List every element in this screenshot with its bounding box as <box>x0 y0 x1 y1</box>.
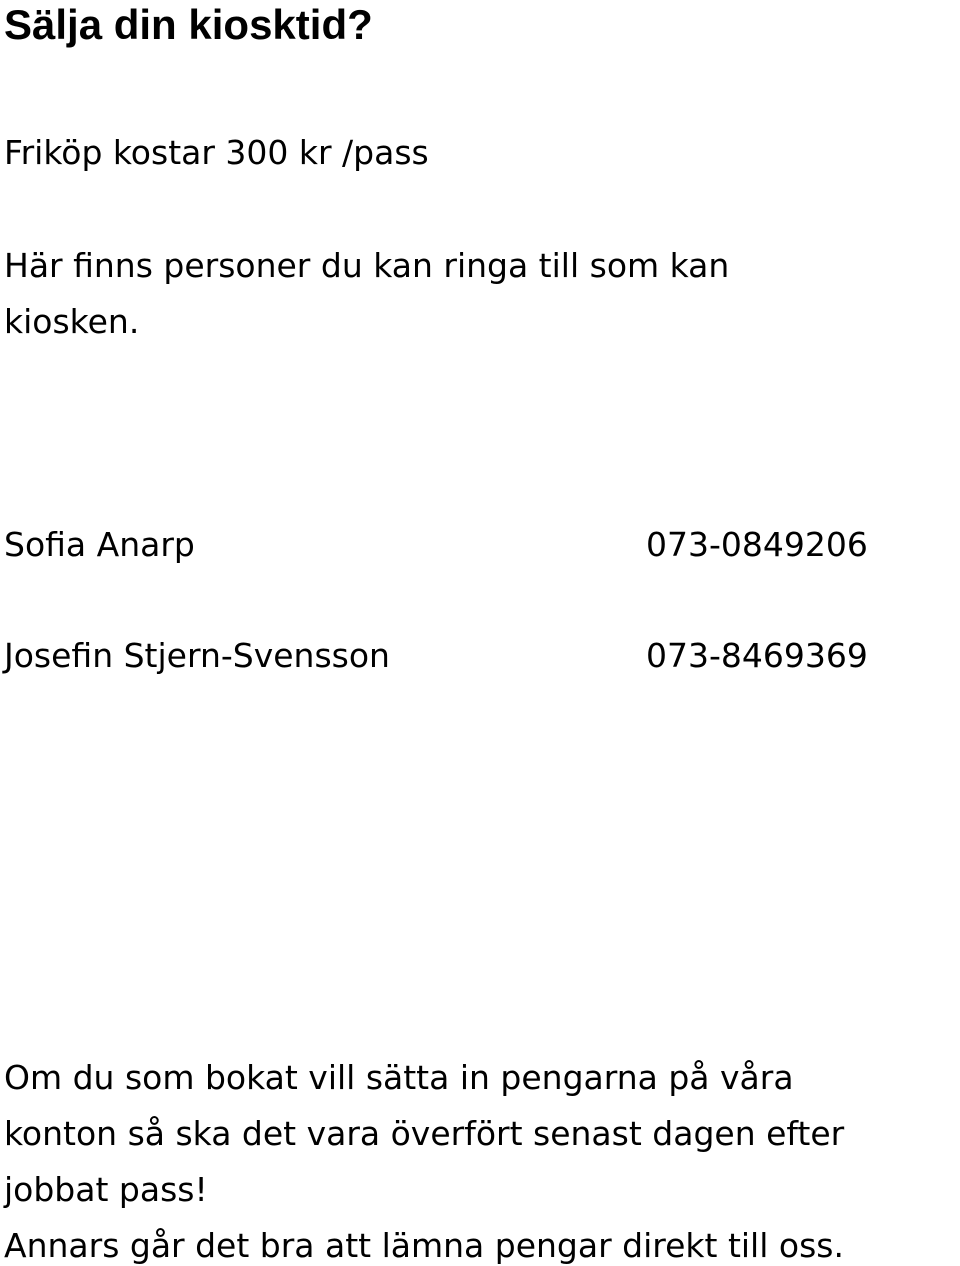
intro-line-2: kiosken. <box>4 302 140 341</box>
price-line: Friköp kostar 300 kr /pass <box>4 133 429 172</box>
contact-name: Sofia Anarp <box>4 525 195 564</box>
contact-phone: 073-8469369 <box>646 636 868 675</box>
note-line-3: jobbat pass! <box>4 1170 208 1209</box>
intro-line-1: Här finns personer du kan ringa till som kan <box>4 246 730 285</box>
note-line-4: Annars går det bra att lämna pengar direkt till oss. <box>4 1226 844 1265</box>
contact-name: Josefin Stjern-Svensson <box>4 636 390 675</box>
contact-phone: 073-0849206 <box>646 525 868 564</box>
document-title: Sälja din kiosktid? <box>4 1 373 48</box>
note-line-2: konton så ska det vara överfört senast dagen efter <box>4 1114 845 1153</box>
contact-row-josefin <box>0 634 960 678</box>
contact-row-sofia <box>0 523 960 567</box>
note-line-1: Om du som bokat vill sätta in pengarna på våra <box>4 1058 794 1097</box>
